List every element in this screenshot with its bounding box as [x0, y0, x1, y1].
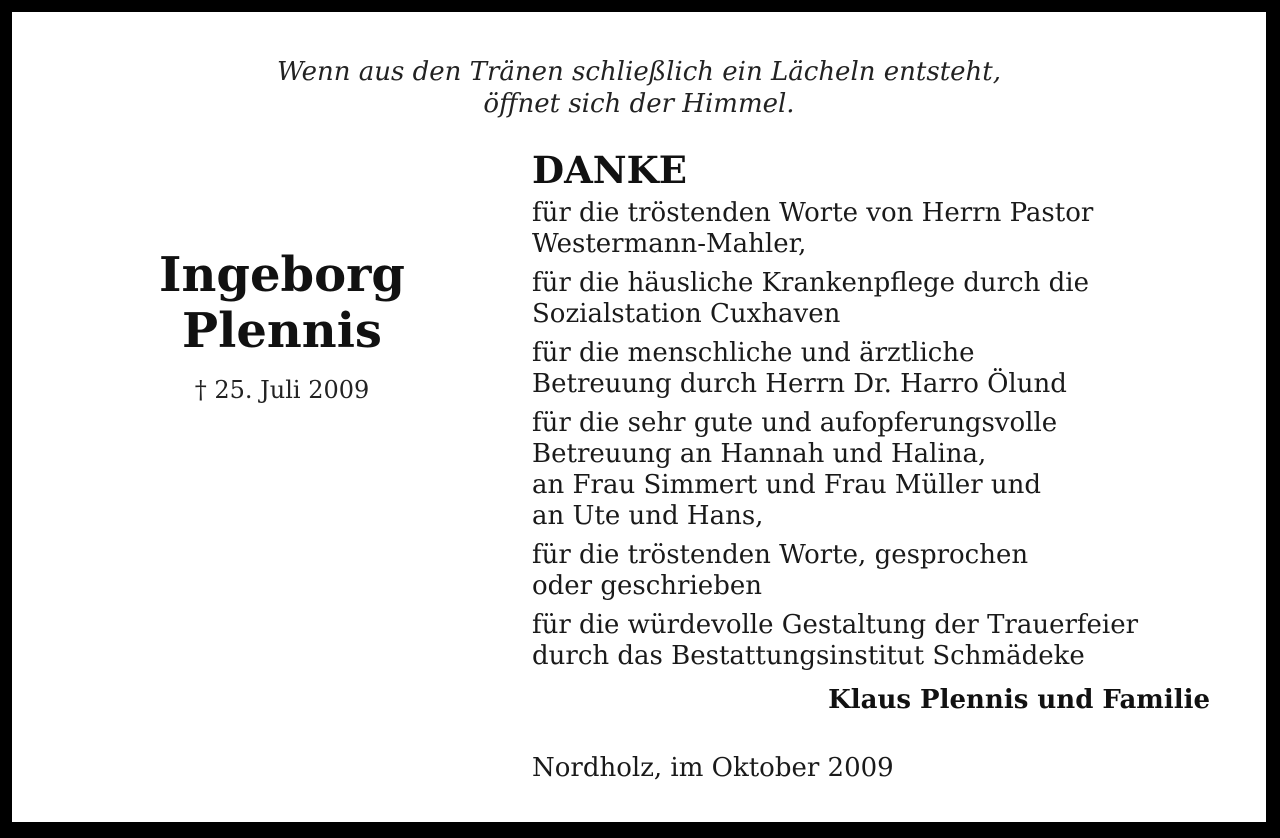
thanks-line: Betreuung durch Herrn Dr. Harro Ölund [532, 369, 1067, 399]
deceased-name-block [132, 247, 432, 405]
thanks-line: Westermann-Mahler, [532, 229, 807, 259]
thanks-line: für die tröstenden Worte, gesprochen [532, 540, 1029, 570]
thanks-line: für die sehr gute und aufopferungsvolle [532, 408, 1058, 438]
thanks-line: für die häusliche Krankenpflege durch die [532, 268, 1089, 298]
thanks-line: an Ute und Hans, [532, 501, 764, 531]
thanks-line: für die tröstenden Worte von Herrn Pastor [532, 198, 1094, 228]
signature: Klaus Plennis und Familie [828, 685, 1210, 715]
thanks-item-condolences [532, 540, 1232, 602]
thanks-item-pastor [532, 198, 1232, 260]
death-date: † 25. Juli 2009 [194, 376, 370, 404]
deceased-last-name: Plennis [182, 303, 382, 359]
obituary-card [12, 12, 1266, 822]
thanks-line: an Frau Simmert und Frau Müller und [532, 470, 1042, 500]
thanks-item-nursing [532, 268, 1232, 330]
motto-line-1: Wenn aus den Tränen schließlich ein Lächeln entsteht, [276, 57, 1001, 87]
thanks-item-caregivers [532, 408, 1232, 532]
thanks-item-funeral [532, 610, 1232, 672]
thanks-list [532, 198, 1232, 680]
place-date: Nordholz, im Oktober 2009 [532, 753, 894, 783]
motto-line-2: öffnet sich der Himmel. [483, 89, 795, 119]
thanks-line: durch das Bestattungsinstitut Schmädeke [532, 641, 1085, 671]
thanks-line: für die würdevolle Gestaltung der Trauerfeier [532, 610, 1139, 640]
thanks-line: oder geschrieben [532, 571, 762, 601]
thanks-line: Betreuung an Hannah und Halina, [532, 439, 987, 469]
motto-quote [0, 56, 1280, 120]
thanks-line: Sozialstation Cuxhaven [532, 299, 841, 329]
deceased-first-name: Ingeborg [159, 247, 405, 303]
thanks-item-doctor [532, 338, 1232, 400]
thanks-heading: DANKE [532, 148, 687, 192]
thanks-line: für die menschliche und ärztliche [532, 338, 975, 368]
